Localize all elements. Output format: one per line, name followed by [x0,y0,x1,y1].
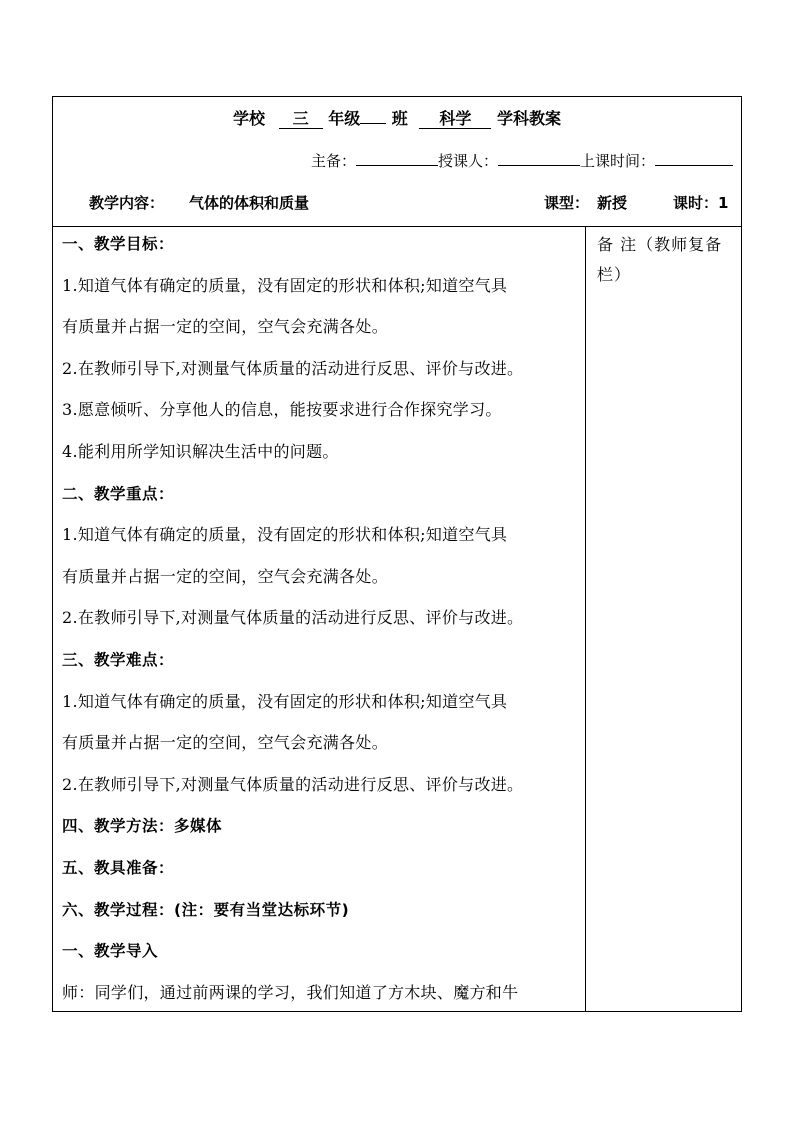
lesson-hours [673,191,728,215]
section-heading: 六、教学过程：(注：要有当堂达标环节) [62,900,350,919]
content-label: 教学内容： [89,194,165,212]
main-preparer-label: 主备： [310,152,356,170]
section-heading: 三、教学难点： [62,650,175,669]
class-blank [360,123,386,124]
type-value: 新授 [597,194,628,212]
grade-value: 三 [279,109,323,129]
lesson-type [544,191,627,215]
section-heading: 一、教学目标： [62,235,175,253]
teacher-blank [498,149,580,166]
body-line: 2.在教师引导下,对测量气体质量的活动进行反思、评价与改进。 [62,358,524,378]
subject-value: 科学 [419,109,491,129]
section-heading: 四、教学方法：多媒体 [62,817,223,836]
body-line: 1.知道气体有确定的质量，没有固定的形状和体积;知道空气具 [62,525,508,545]
grade-label: 年级 [328,109,361,128]
section-heading: 二、教学重点： [62,484,175,503]
lesson-info-row [53,191,741,215]
teacher-label: 授课人： [437,152,498,170]
teacher-note-column: 备 注（教师复备栏） [597,235,723,284]
body-line: 3.愿意倾听、分享他人的信息，能按要求进行合作探究学习。 [62,400,502,420]
lesson-body-cell [53,226,586,1011]
body-line: 1.知道气体有确定的质量，没有固定的形状和体积;知道空气具 [62,275,508,295]
class-time-label: 上课时间： [579,152,655,170]
body-line: 有质量并占据一定的空间，空气会充满各处。 [62,317,389,337]
main-preparer-blank [356,149,438,166]
teacher-info-row [311,149,733,172]
hours-label: 课时： [673,194,719,212]
hours-value: 1 [718,194,729,212]
body-line: 1.知道气体有确定的质量，没有固定的形状和体积;知道空气具 [62,691,508,711]
body-line: 2.在教师引导下,对测量气体质量的活动进行反思、评价与改进。 [62,608,524,628]
lesson-plan-title [53,107,741,131]
title-tail: 学科教案 [496,109,561,128]
class-label: 班 [391,109,408,128]
lesson-plan-table [52,96,742,1012]
section-heading: 一、教学导入 [62,942,159,961]
content-value: 气体的体积和质量 [189,194,310,212]
body-line: 有质量并占据一定的空间，空气会充满各处。 [62,566,389,586]
body-line: 师：同学们，通过前两课的学习，我们知道了方木块、魔方和牛 [62,982,519,1002]
section-heading: 五、教具准备： [62,858,175,877]
lesson-plan-header [53,97,741,227]
body-line: 2.在教师引导下,对测量气体质量的活动进行反思、评价与改进。 [62,774,524,794]
body-line: 4.能利用所学知识解决生活中的问题。 [62,441,339,461]
type-label: 课型： [544,194,590,212]
lesson-body-text [62,229,582,1019]
school-label: 学校 [233,109,266,128]
body-line: 有质量并占据一定的空间，空气会充满各处。 [62,733,389,753]
class-time-blank [655,149,733,166]
